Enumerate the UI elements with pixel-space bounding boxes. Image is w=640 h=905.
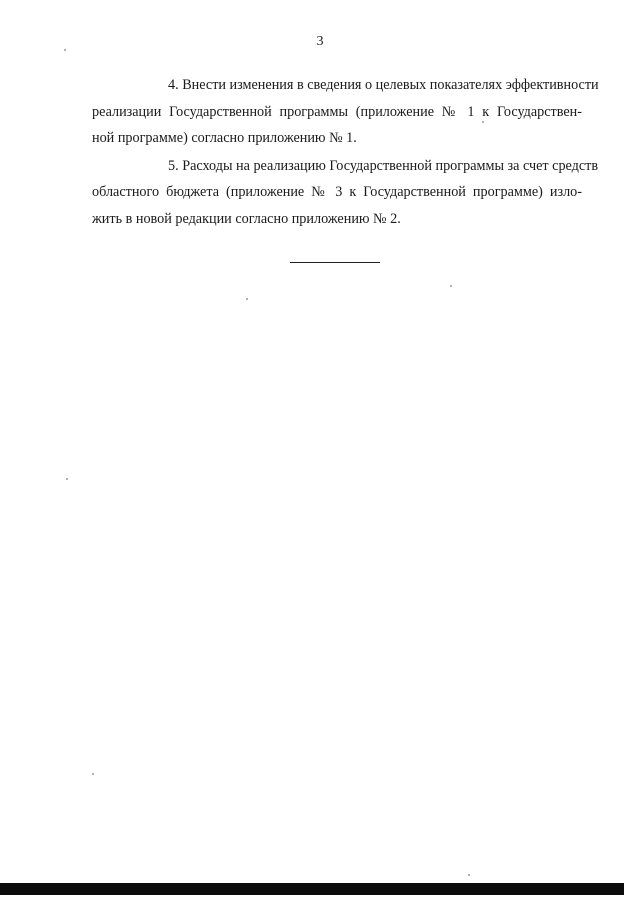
page-number: 3 [316,34,324,49]
paragraph-line: областного бюджета (приложение № 3 к Государственной программе) изло- [92,184,582,200]
paragraph-line: ной программе) согласно приложению № 1. [92,130,357,146]
paragraph-item-4 [92,72,599,152]
scan-speck [92,773,94,775]
scan-speck [246,298,248,300]
scan-speck [66,478,68,480]
scan-speck [482,121,484,123]
paragraph-line: жить в новой редакции согласно приложению № 2. [92,210,401,227]
document-body [92,72,599,233]
scan-speck [450,285,452,287]
paragraph-line: реализации Государственной программы (приложение № 1 к Государствен- [92,103,582,120]
end-separator-line [290,262,380,263]
paragraph-line: 4. Внести изменения в сведения о целевых показателях эффективности [168,77,599,93]
scan-speck [64,49,66,51]
paragraph-item-5 [92,153,599,233]
paragraph-line: 5. Расходы на реализацию Государственной программы за счет средств [168,157,599,174]
scan-edge-bar [0,883,624,895]
scan-speck [468,874,470,876]
